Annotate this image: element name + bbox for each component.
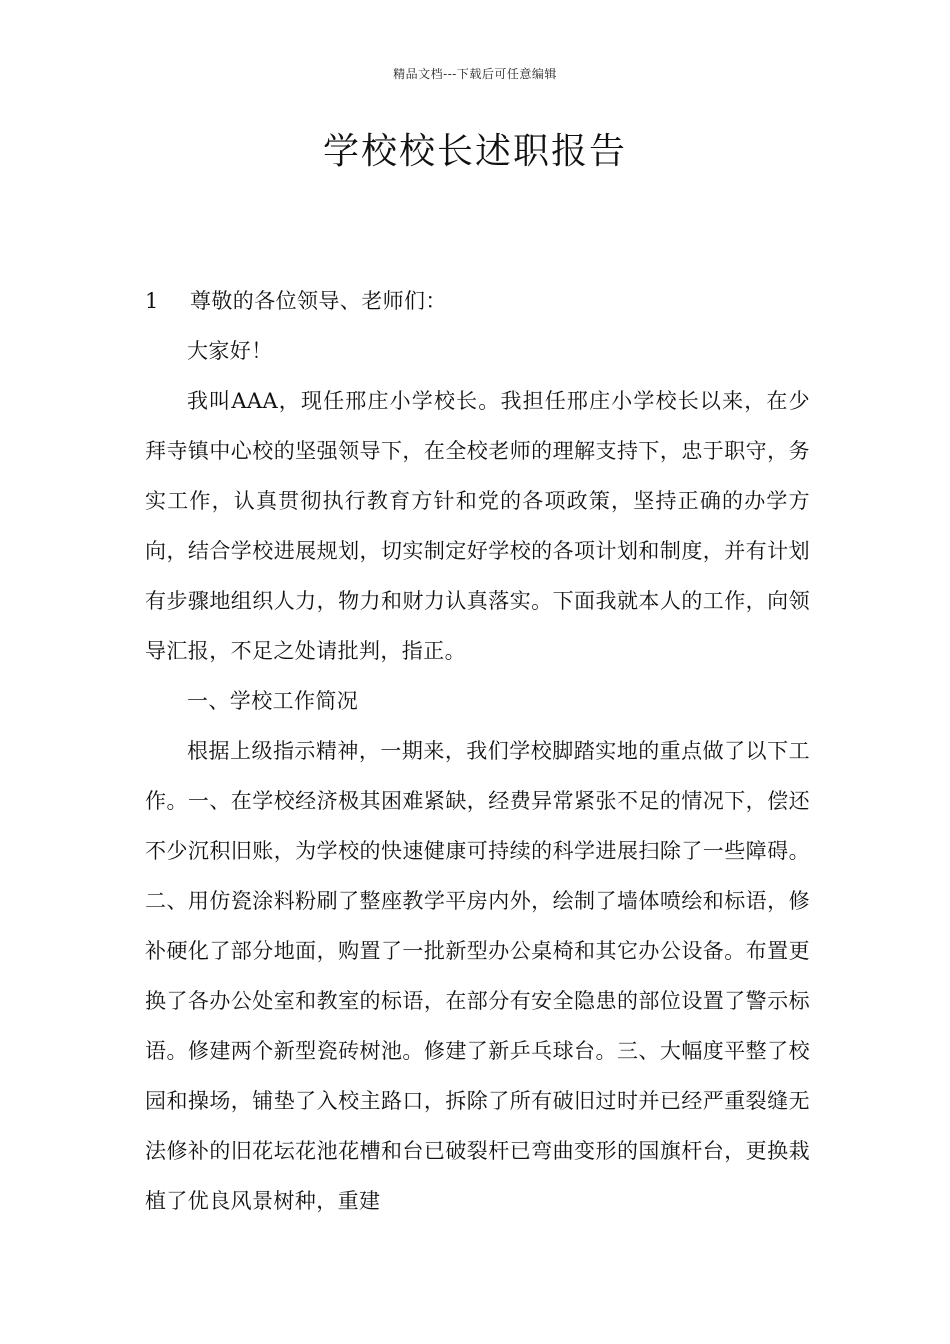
paragraph-number: 1 (145, 289, 159, 313)
body-paragraph: 根据上级指示精神，一期来，我们学校脚踏实地的重点做了以下工作。一、在学校经济极其困难紧缺，经费异常紧张不足的情况下，偿还不少沉积旧账，为学校的快速健康可持续的科学进展扫除了一些障碍。二、用仿瓷涂料粉刷了整座教学平房内外，绘制了墙体喷绘和标语，修补硬化了部分地面，购置了一批新型办公桌椅和其它办公设备。布置更换了各办公处室和教室的标语，在部分有安全隐患的部位设置了警示标语。修建两个新型瓷砖树池。修建了新乒乓球台。三、大幅度平整了校园和操场，铺垫了入校主路口，拆除了所有破旧过时并已经严重裂缝无法修补的旧花坛花池花槽和台已破裂杆已弯曲变形的国旗杆台，更换栽植了优良风景树种，重建 (145, 739, 810, 1213)
section-heading: 一、学校工作简况 (187, 689, 359, 713)
greeting-paragraph: 大家好！ (187, 339, 273, 363)
salutation-line (145, 276, 810, 326)
document-title: 学校校长述职报告 (322, 131, 627, 172)
salutation-text: 尊敬的各位领导、老师们： (190, 289, 447, 313)
document-body (145, 276, 810, 1226)
header-note: 精品文档---下载后可任意编辑 (393, 67, 557, 81)
intro-paragraph: 我叫AAA，现任邢庄小学校长。我担任邢庄小学校长以来，在少拜寺镇中心校的坚强领导下，在全校老师的理解支持下，忠于职守，务实工作，认真贯彻执行教育方针和党的各项政策，坚持正确的办学方向，结合学校进展规划，切实制定好学校的各项计划和制度，并有计划有步骤地组织人力，物力和财力认真落实。下面我就本人的工作，向领导汇报，不足之处请批判，指正。 (145, 389, 810, 663)
